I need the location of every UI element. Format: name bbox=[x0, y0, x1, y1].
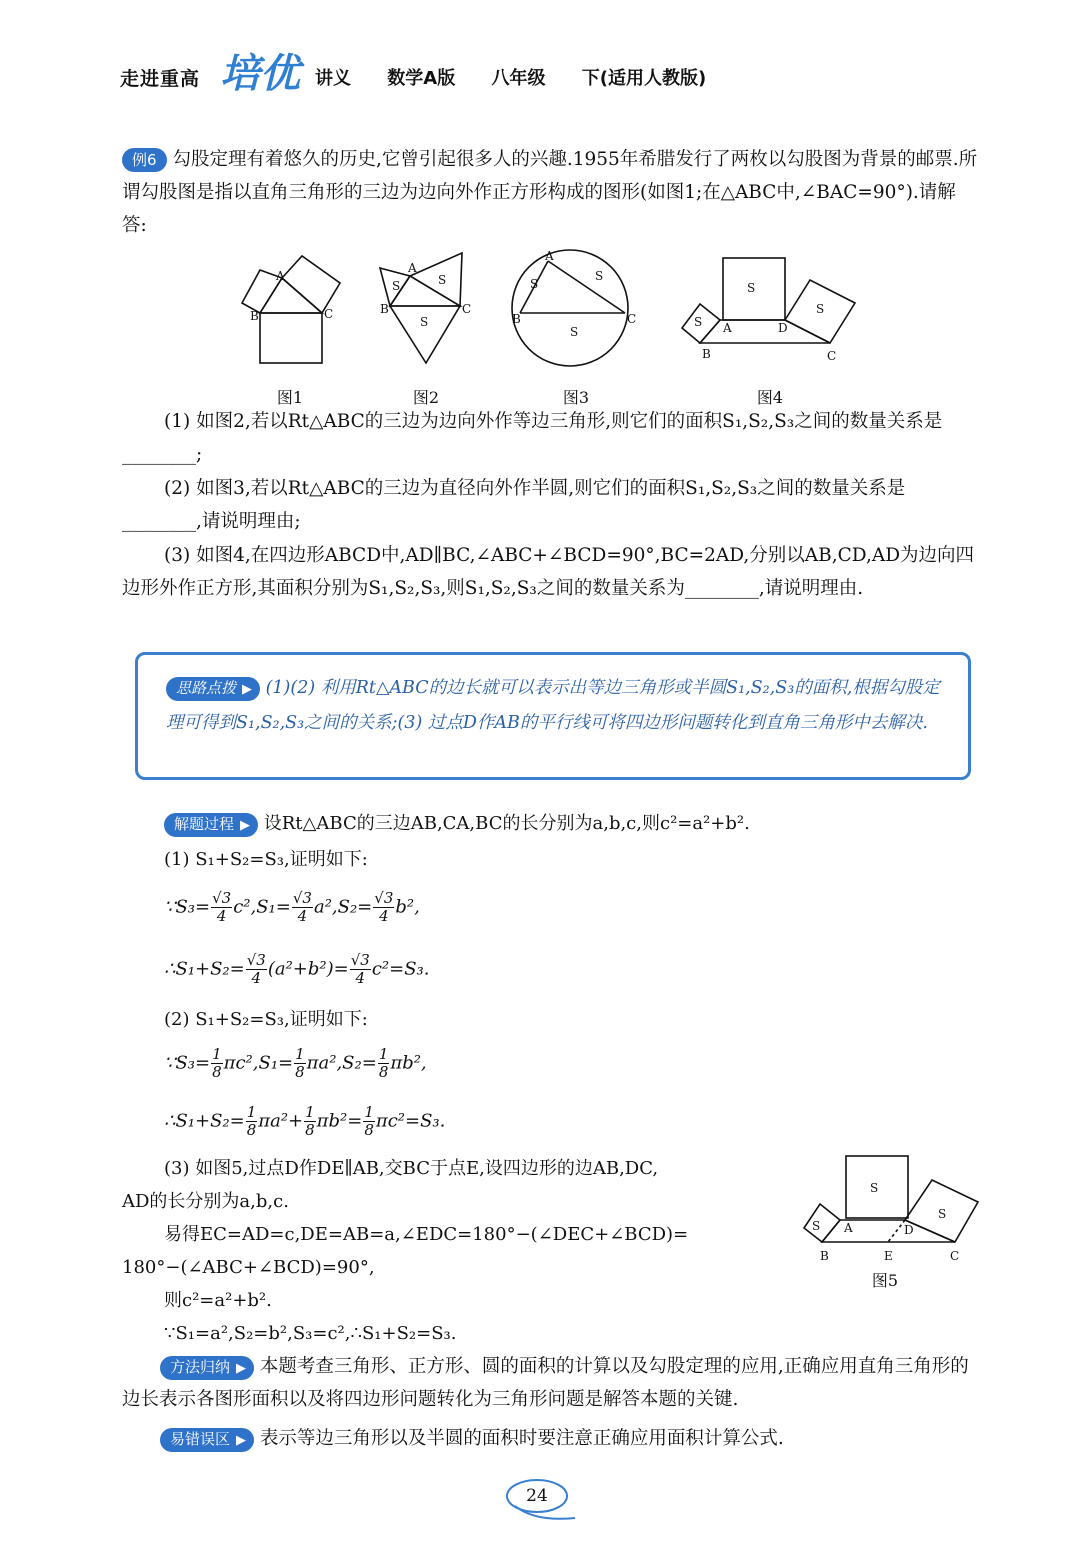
fig-4-label: 图4 bbox=[756, 388, 784, 407]
svg-text:S: S bbox=[870, 1181, 879, 1195]
peiyou-logo: 培优 bbox=[220, 51, 300, 97]
question-2: (2) 如图3,若以Rt△ABC的三边为直径向外作半圆,则它们的面积S₁,S₂,S₃之间的数量关系是________,请说明理由; bbox=[122, 478, 906, 532]
svg-text:S: S bbox=[694, 315, 703, 329]
example-badge: 例6 bbox=[122, 148, 167, 172]
svg-text:B: B bbox=[512, 312, 521, 326]
question-3: (3) 如图4,在四边形ABCD中,AD∥BC,∠ABC+∠BCD=90°,BC=2AD,分别以AB,CD,AD为边向四边形外作正方形,其面积分别为S₁,S₂,S₃,则S₁,S₂,S₃之间的数量关系为________,请说明理由. bbox=[122, 545, 975, 599]
part1-head: (1) S₁+S₂=S₃,证明如下: bbox=[164, 849, 368, 870]
play-icon: ▶ bbox=[236, 1433, 247, 1448]
pitfall-text: 表示等边三角形以及半圆的面积时要注意正确应用面积计算公式. bbox=[259, 1428, 784, 1449]
method-summary bbox=[122, 1350, 980, 1416]
svg-text:A: A bbox=[545, 249, 554, 263]
pitfall-tag: 易错误区 ▶ bbox=[160, 1428, 254, 1452]
play-icon: ▶ bbox=[236, 1361, 247, 1376]
method-text: 本题考查三角形、正方形、圆的面积的计算以及勾股定理的应用,正确应用直角三角形的边长表示各图形面积以及将四边形问题转化为三角形问题是解答本题的关键. bbox=[122, 1356, 969, 1410]
solution-tag: 解题过程 ▶ bbox=[164, 813, 258, 837]
svg-text:S: S bbox=[438, 273, 447, 287]
page-header bbox=[120, 42, 1000, 102]
fig-3-label: 图3 bbox=[562, 388, 590, 407]
svg-text:A: A bbox=[844, 1221, 853, 1235]
hint-box bbox=[135, 652, 971, 780]
svg-text:B: B bbox=[380, 302, 389, 316]
hint-content bbox=[166, 671, 946, 741]
svg-text:S: S bbox=[530, 277, 539, 291]
page-number: 24 bbox=[526, 1486, 548, 1506]
example-intro bbox=[122, 143, 980, 242]
part3-line3: 易得EC=AD=c,DE=AB=a,∠EDC=180°−(∠DEC+∠BCD)= bbox=[164, 1224, 689, 1245]
figure-2 bbox=[380, 253, 471, 363]
solution-intro-text: 设Rt△ABC的三边AB,CA,BC的长分别为a,b,c,则c²=a²+b². bbox=[263, 813, 750, 834]
subject-label: 数学A版 bbox=[387, 68, 456, 89]
svg-text:D: D bbox=[904, 1223, 914, 1237]
figures-1-4 bbox=[230, 248, 870, 408]
svg-text:B: B bbox=[702, 347, 711, 361]
part3-line6: ∵S₁=a²,S₂=b²,S₃=c²,∴S₁+S₂=S₃. bbox=[164, 1323, 457, 1344]
svg-text:D: D bbox=[778, 321, 788, 335]
svg-text:C: C bbox=[827, 349, 837, 363]
figure-4 bbox=[682, 258, 855, 363]
svg-text:C: C bbox=[462, 302, 472, 316]
svg-text:S: S bbox=[392, 279, 401, 293]
fig-2-label: 图2 bbox=[412, 388, 440, 407]
svg-text:E: E bbox=[884, 1249, 893, 1263]
svg-text:A: A bbox=[276, 269, 285, 283]
svg-text:S: S bbox=[812, 1219, 821, 1233]
play-icon: ▶ bbox=[240, 818, 251, 833]
part2-formula-b: ∴S₁+S₂= $\frac{1}{8}$ πa²+ $\frac{1}{8}$ πb²= $\frac{1}{8}$ πc²=S₃. bbox=[164, 1103, 446, 1139]
figure-1 bbox=[242, 256, 340, 363]
svg-text:C: C bbox=[324, 307, 334, 321]
svg-text:B: B bbox=[820, 1249, 829, 1263]
part3-line4: 180°−(∠ABC+∠BCD)=90°, bbox=[122, 1257, 375, 1278]
svg-text:S: S bbox=[595, 269, 604, 283]
part3-line2: AD的长分别为a,b,c. bbox=[122, 1191, 289, 1212]
header-info bbox=[315, 64, 736, 90]
svg-text:C: C bbox=[627, 312, 637, 326]
figure-3 bbox=[512, 249, 636, 366]
svg-text:S: S bbox=[570, 325, 579, 339]
part1-formula-b: ∴S₁+S₂= $\frac{√3}{4}$ (a²+b²)= $\frac{√3}{4}$ c²=S₃. bbox=[164, 951, 430, 987]
svg-text:S: S bbox=[420, 315, 429, 329]
question-1: (1) 如图2,若以Rt△ABC的三边为边向外作等边三角形,则它们的面积S₁,S₂,S₃之间的数量关系是________; bbox=[122, 411, 943, 465]
svg-text:S: S bbox=[938, 1207, 947, 1221]
svg-text:S: S bbox=[816, 302, 825, 316]
play-icon: ▶ bbox=[242, 682, 253, 697]
fig-1-label: 图1 bbox=[276, 388, 304, 407]
part1-formula-a: ∵S₃= $\frac{√3}{4}$ c²,S₁= $\frac{√3}{4}$ a²,S₂= $\frac{√3}{4}$ b², bbox=[164, 889, 420, 925]
hint-text: (1)(2) 利用Rt△ABC的边长就可以表示出等边三角形或半圆S₁,S₂,S₃的面积,根据勾股定理可得到S₁,S₂,S₃之间的关系;(3) 过点D作AB的平行线可将四边形问题转化到直角三角形中去解决. bbox=[166, 678, 940, 733]
part2-formula-a: ∵S₃= $\frac{1}{8}$ πc²,S₁= $\frac{1}{8}$ πa²,S₂= $\frac{1}{8}$ πb², bbox=[164, 1045, 427, 1081]
fig-5-label: 图5 bbox=[871, 1271, 899, 1290]
svg-text:C: C bbox=[950, 1249, 960, 1263]
solution-intro bbox=[122, 808, 980, 840]
grade-label: 八年级 bbox=[491, 68, 546, 89]
part2-head: (2) S₁+S₂=S₃,证明如下: bbox=[164, 1009, 368, 1030]
pitfall bbox=[122, 1422, 980, 1455]
hint-tag: 思路点拨 ▶ bbox=[166, 677, 260, 701]
part3-line1: (3) 如图5,过点D作DE∥AB,交BC于点E,设四边形的边AB,DC, bbox=[164, 1158, 659, 1179]
figure-5 bbox=[800, 1150, 990, 1270]
volume-label: 下(适用人教版) bbox=[581, 68, 707, 89]
svg-text:A: A bbox=[408, 261, 417, 275]
svg-text:B: B bbox=[250, 309, 259, 323]
part3-line5: 则c²=a²+b². bbox=[164, 1290, 272, 1311]
svg-text:A: A bbox=[723, 321, 732, 335]
method-tag: 方法归纳 ▶ bbox=[160, 1356, 254, 1380]
jiangyi-label: 讲义 bbox=[315, 68, 351, 89]
svg-text:S: S bbox=[747, 281, 756, 295]
series-title: 走进重高 bbox=[120, 68, 201, 90]
example-intro-text: 勾股定理有着悠久的历史,它曾引起很多人的兴趣.1955年希腊发行了两枚以勾股图为背景的邮票.所谓勾股图是指以直角三角形的三边为边向外作正方形构成的图形(如图1;在△ABC中,∠BAC=90°).请解答: bbox=[122, 149, 978, 236]
